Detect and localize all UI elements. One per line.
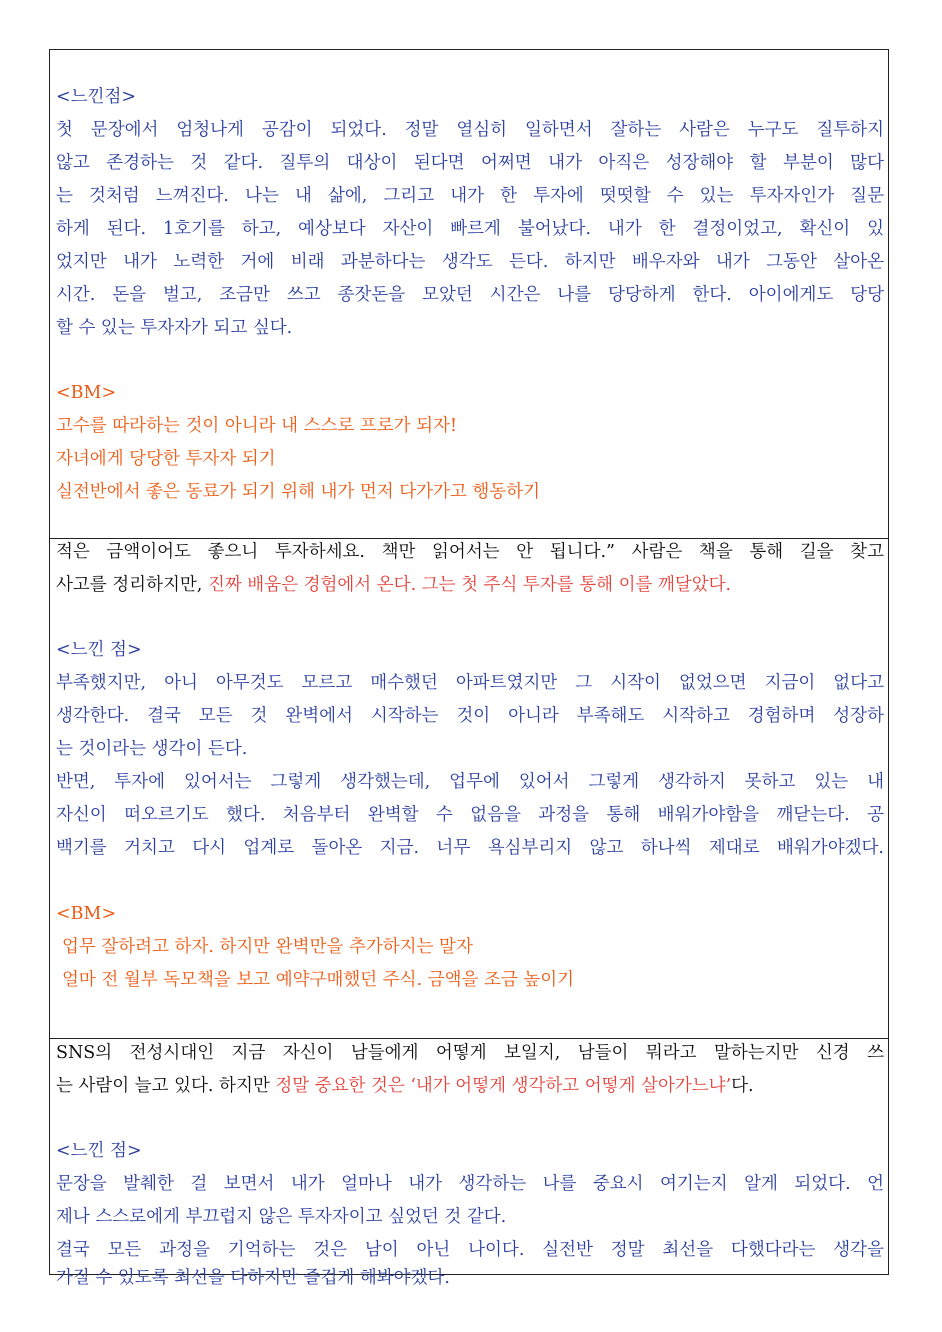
bm-item: 실전반에서 좋은 동료가 되기 위해 내가 먼저 다가가고 행동하기: [56, 482, 541, 502]
feeling-line: 제나 스스로에게 부끄럽지 않은 투자자이고 싶었던 것 같다.: [56, 1207, 507, 1227]
feeling-line: 생각한다. 결국 모든 것 완벽에서 시작하는 것이 아니라 부족해도 시작하고 경험하며 성장하: [56, 706, 884, 726]
feeling-line: 반면, 투자에 있어서는 그렇게 생각했는데, 업무에 있어서 그렇게 생각하지 못하고 있는 내: [56, 772, 884, 792]
quote-line: [56, 1073, 754, 1099]
feeling-line: 부족했지만, 아니 아무것도 모르고 매수했던 아파트였지만 그 시작이 없었으면 지금이 없다고: [56, 673, 884, 693]
section-label-feeling: <느낀 점>: [56, 640, 142, 660]
section-label-feeling: <느낀점>: [56, 87, 137, 107]
section-label-bm: <BM>: [56, 383, 117, 403]
bm-item: 업무 잘하려고 하자. 하지만 완벽만을 추가하지는 말자: [62, 937, 473, 957]
feeling-line: 자신이 떠오르기도 했다. 처음부터 완벽할 수 없음을 과정을 통해 배워가야함을 깨닫는다. 공: [56, 805, 884, 825]
bm-item: 얼마 전 월부 독모책을 보고 예약구매했던 주식. 금액을 조금 높이기: [62, 970, 575, 990]
note-cell-2: [50, 538, 888, 1038]
quote-highlight: 진짜 배움은 경험에서 온다. 그는 첫 주식 투자를 통해 이를 깨달았다.: [207, 575, 732, 595]
section-label-feeling: <느낀 점>: [56, 1141, 142, 1161]
quote-text: 사고를 정리하지만,: [56, 575, 208, 595]
note-cell-1: [50, 50, 888, 538]
quote-line: [56, 572, 731, 598]
feeling-line: 문장을 발췌한 걸 보면서 내가 얼마나 내가 생각하는 나를 중요시 여기는지 알게 되었다. 언: [56, 1174, 884, 1194]
feeling-line: 었지만 내가 노력한 거에 비래 과분하다는 생각도 든다. 하지만 배우자와 내가 그동안 살아온: [56, 252, 884, 272]
section-label-bm: <BM>: [56, 904, 117, 924]
bm-item: 자녀에게 당당한 투자자 되기: [56, 449, 276, 469]
feeling-line: 는 것처럼 느껴진다. 나는 내 삶에, 그리고 내가 한 투자에 떳떳할 수 있는 투자자인가 질문: [56, 186, 884, 206]
feeling-line: 시간. 돈을 벌고, 조금만 쓰고 종잣돈을 모았던 시간은 나를 당당하게 한다. 아이에게도 당당: [56, 285, 884, 305]
feeling-line: 백기를 거치고 다시 업계로 돌아온 지금. 너무 욕심부리지 않고 하나씩 제대로 배워가야겠다.: [56, 838, 884, 858]
quote-text: 다.: [731, 1076, 754, 1096]
quote-highlight: 정말 중요한 것은 ‘내가 어떻게 생각하고 어떻게 살아가느냐’: [275, 1076, 732, 1096]
note-cell-3: [50, 1038, 888, 1288]
quote-line: 적은 금액이어도 좋으니 투자하세요. 책만 읽어서는 안 됩니다.” 사람은 책을 통해 길을 찾고: [56, 542, 884, 562]
feeling-line: 는 것이라는 생각이 든다.: [56, 739, 248, 759]
quote-text: 는 사람이 늘고 있다. 하지만: [56, 1076, 276, 1096]
quote-line: SNS의 전성시대인 지금 자신이 남들에게 어떻게 보일지, 남들이 뭐라고 말하는지만 신경 쓰: [56, 1043, 884, 1063]
feeling-line: 하게 된다. 1호기를 하고, 예상보다 자산이 빠르게 불어났다. 내가 한 결정이었고, 확신이 있: [56, 219, 884, 239]
bm-item: 고수를 따라하는 것이 아니라 내 스스로 프로가 되자!: [56, 416, 457, 436]
feeling-line: 결국 모든 과정을 기억하는 것은 남이 아닌 나이다. 실전반 정말 최선을 다했다라는 생각을: [56, 1240, 884, 1260]
feeling-line: 가질 수 있도록 최선을 다하지만 즐겁게 해봐야겠다.: [56, 1268, 450, 1288]
feeling-line: 첫 문장에서 엄청나게 공감이 되었다. 정말 열심히 일하면서 잘하는 사람은 누구도 질투하지: [56, 120, 884, 140]
bookmark-notes-table: [49, 49, 889, 1288]
feeling-line: 않고 존경하는 것 같다. 질투의 대상이 된다면 어쩌면 내가 아직은 성장해야 할 부분이 많다: [56, 153, 884, 173]
feeling-line: 할 수 있는 투자자가 되고 싶다.: [56, 318, 293, 338]
